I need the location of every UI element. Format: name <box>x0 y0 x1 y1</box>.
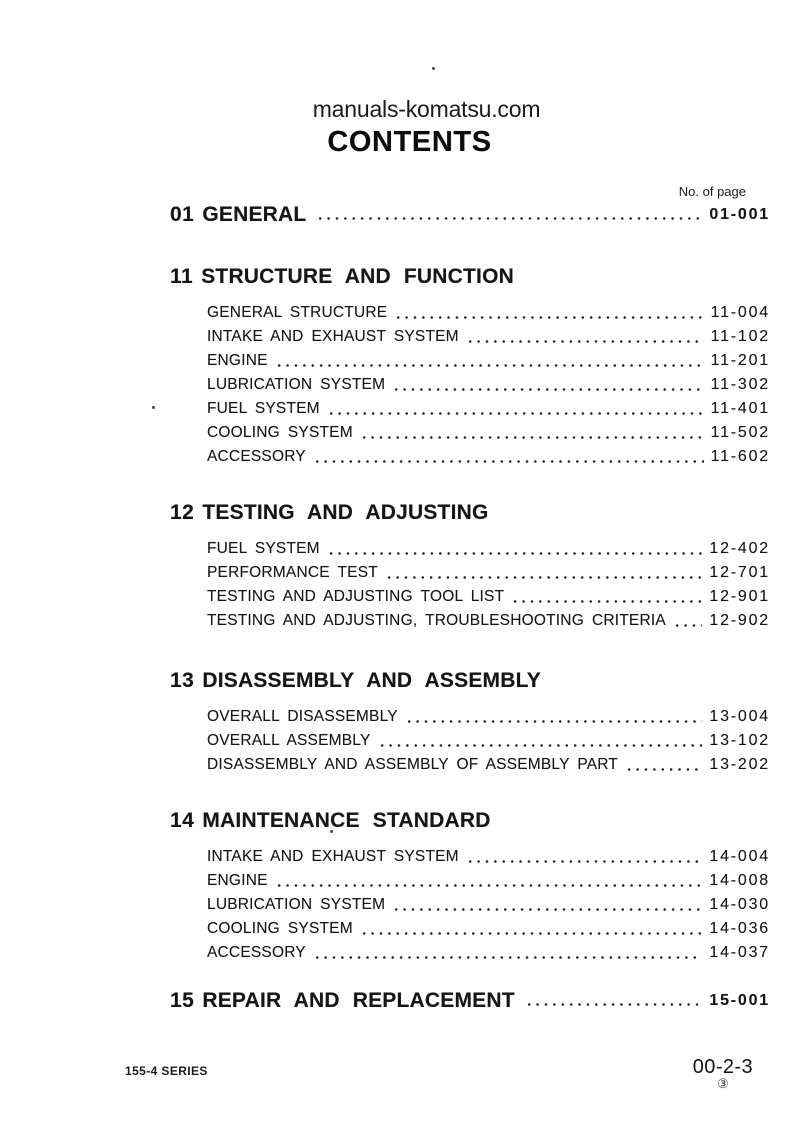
dot-leader <box>625 767 702 772</box>
entry-label: INTAKE AND EXHAUST SYSTEM <box>207 848 459 865</box>
toc-section <box>170 989 770 1013</box>
entry-page-number: 11-004 <box>710 304 770 321</box>
section-number: 13 <box>170 669 195 692</box>
entry-label: ACCESSORY <box>207 944 306 961</box>
section-number: 15 <box>170 989 195 1012</box>
toc-entry <box>207 445 770 469</box>
entry-label: ENGINE <box>207 872 268 889</box>
scan-artifact-dot <box>152 406 155 409</box>
toc-section <box>170 203 770 227</box>
entry-page-number: 14-008 <box>709 872 770 889</box>
section-heading <box>170 989 770 1013</box>
section-title: MAINTENANCE STANDARD <box>202 809 491 832</box>
entry-label: DISASSEMBLY AND ASSEMBLY OF ASSEMBLY PART <box>207 756 619 773</box>
entry-label: COOLING SYSTEM <box>207 920 353 937</box>
section-entries <box>207 537 770 633</box>
toc-entry <box>207 869 770 893</box>
section-entries <box>207 301 770 469</box>
site-watermark: manuals-komatsu.com <box>312 96 541 122</box>
dot-leader <box>466 339 704 344</box>
section-heading <box>170 809 770 833</box>
entry-label: ENGINE <box>207 352 268 369</box>
section-title: DISASSEMBLY AND ASSEMBLY <box>202 669 541 692</box>
page-title: CONTENTS <box>327 126 492 158</box>
entry-page-number: 13-202 <box>709 756 770 773</box>
section-heading <box>170 203 770 227</box>
entry-page-number: 11-602 <box>710 448 770 465</box>
toc-entry <box>207 609 770 633</box>
dot-leader <box>394 315 703 320</box>
entry-label: TESTING AND ADJUSTING TOOL LIST <box>207 588 505 605</box>
entry-page-number: 12-402 <box>709 540 770 557</box>
entry-label: GENERAL STRUCTURE <box>207 304 388 321</box>
section-entries <box>207 705 770 777</box>
entry-page-number: 13-004 <box>709 708 770 725</box>
toc-sections <box>170 203 770 1013</box>
toc-entry <box>207 893 770 917</box>
dot-leader <box>327 411 704 416</box>
dot-leader <box>673 623 702 628</box>
toc-entry <box>207 397 770 421</box>
section-number: 14 <box>170 809 195 832</box>
section-page-number: 15-001 <box>709 992 770 1009</box>
section-title: GENERAL <box>202 203 307 226</box>
entry-label: ACCESSORY <box>207 448 306 465</box>
dot-leader <box>275 363 704 368</box>
entry-page-number: 11-401 <box>710 400 770 417</box>
entry-page-number: 12-902 <box>709 612 770 629</box>
toc-entry <box>207 537 770 561</box>
footer-series-label: 155-4 SERIES <box>125 1064 208 1078</box>
dot-leader <box>313 955 703 960</box>
toc-section <box>170 809 770 965</box>
toc-section <box>170 265 770 469</box>
toc-entry <box>207 585 770 609</box>
dot-leader <box>313 459 704 464</box>
footer-page-note: ③ <box>717 1076 729 1091</box>
entry-label: FUEL SYSTEM <box>207 400 320 417</box>
dot-leader <box>525 1002 703 1007</box>
section-number: 01 <box>170 203 195 226</box>
entry-page-number: 12-901 <box>709 588 770 605</box>
entry-page-number: 11-302 <box>710 376 770 393</box>
toc-entry <box>207 917 770 941</box>
dot-leader <box>466 859 703 864</box>
entry-page-number: 11-201 <box>710 352 770 369</box>
entry-label: OVERALL DISASSEMBLY <box>207 708 398 725</box>
toc-section <box>170 669 770 777</box>
toc-entry <box>207 325 770 349</box>
section-heading <box>170 501 770 525</box>
dot-leader <box>405 719 703 724</box>
toc-entry <box>207 941 770 965</box>
entry-page-number: 11-502 <box>710 424 770 441</box>
entry-label: FUEL SYSTEM <box>207 540 320 557</box>
table-of-contents <box>170 184 770 1013</box>
dot-leader <box>275 883 703 888</box>
entry-label: OVERALL ASSEMBLY <box>207 732 371 749</box>
section-heading <box>170 669 770 693</box>
dot-leader <box>360 435 704 440</box>
dot-leader <box>511 599 702 604</box>
entry-label: LUBRICATION SYSTEM <box>207 896 386 913</box>
toc-entry <box>207 373 770 397</box>
masthead <box>0 96 793 159</box>
dot-leader <box>327 551 703 556</box>
entry-label: PERFORMANCE TEST <box>207 564 378 581</box>
footer-page-number: 00-2-3 <box>692 1056 753 1078</box>
dot-leader <box>316 216 702 221</box>
toc-section <box>170 501 770 633</box>
toc-entry <box>207 349 770 373</box>
entry-label: COOLING SYSTEM <box>207 424 353 441</box>
dot-leader <box>378 743 703 748</box>
section-entries <box>207 845 770 965</box>
entry-page-number: 14-037 <box>709 944 770 961</box>
section-title: REPAIR AND REPLACEMENT <box>202 989 515 1012</box>
toc-entry <box>207 561 770 585</box>
toc-entry <box>207 845 770 869</box>
toc-entry <box>207 301 770 325</box>
dot-leader <box>360 931 703 936</box>
footer-folio <box>693 1056 753 1089</box>
entry-label: LUBRICATION SYSTEM <box>207 376 386 393</box>
section-number: 12 <box>170 501 195 524</box>
page-number-column-label: No. of page <box>678 184 746 199</box>
section-title: STRUCTURE AND FUNCTION <box>201 265 514 288</box>
dot-leader <box>385 575 702 580</box>
entry-page-number: 11-102 <box>710 328 770 345</box>
dot-leader <box>392 387 703 392</box>
section-heading <box>170 265 770 289</box>
section-title: TESTING AND ADJUSTING <box>202 501 489 524</box>
entry-page-number: 14-036 <box>709 920 770 937</box>
entry-label: TESTING AND ADJUSTING, TROUBLESHOOTING CRITERIA <box>207 612 666 629</box>
entry-label: INTAKE AND EXHAUST SYSTEM <box>207 328 459 345</box>
toc-entry <box>207 753 770 777</box>
section-page-number: 01-001 <box>709 206 770 223</box>
toc-entry <box>207 421 770 445</box>
entry-page-number: 14-030 <box>709 896 770 913</box>
section-number: 11 <box>170 265 194 288</box>
entry-page-number: 13-102 <box>709 732 770 749</box>
entry-page-number: 12-701 <box>709 564 770 581</box>
entry-page-number: 14-004 <box>709 848 770 865</box>
toc-entry <box>207 729 770 753</box>
toc-entry <box>207 705 770 729</box>
scan-artifact-dot <box>432 67 435 70</box>
dot-leader <box>392 907 702 912</box>
